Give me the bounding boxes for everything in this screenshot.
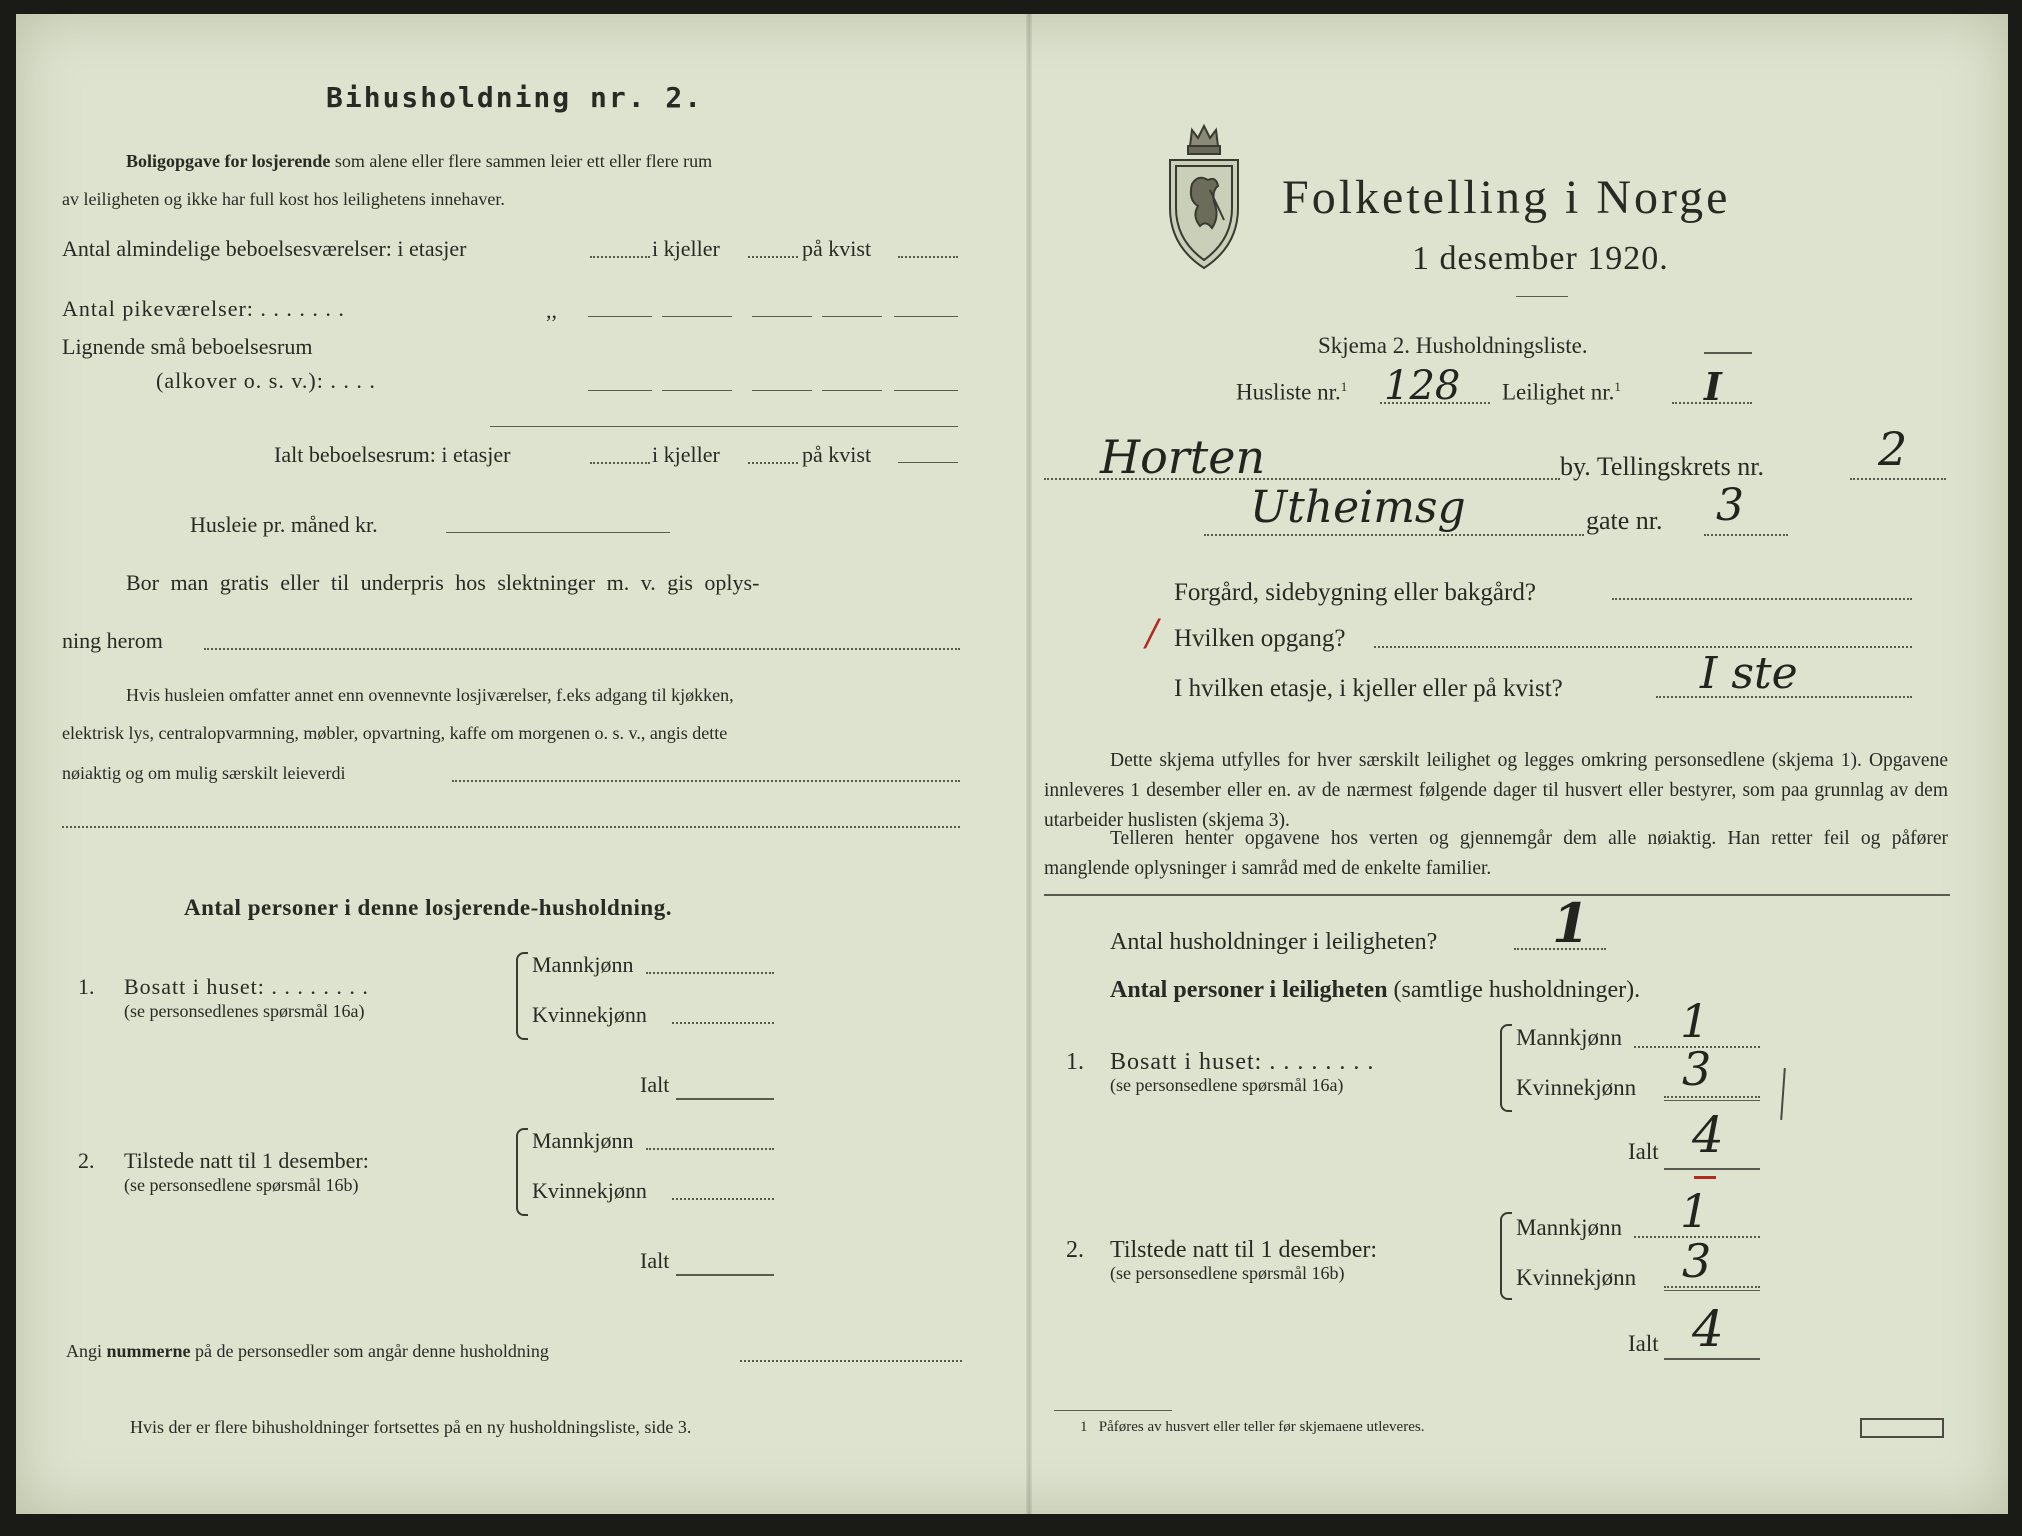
left-q1-ialt-label: Ialt [640, 1072, 670, 1097]
leilighet-field[interactable] [1672, 402, 1752, 404]
etasje-value: I ste [1700, 648, 1798, 699]
gate-label: gate nr. [1586, 506, 1663, 535]
krets-field[interactable] [1850, 478, 1946, 480]
left-q2-mann-field[interactable] [646, 1148, 774, 1150]
page-fold [1026, 14, 1032, 1514]
right-q2-mann-label: Mannkjønn [1516, 1215, 1623, 1240]
schema-label: Skjema 2. Husholdningsliste. [1318, 333, 1588, 358]
instructions-2: Telleren henter opgavene hos verten og gjennemgår dem alle nøiaktig. Han retter feil og påfører manglende oplysninger i samråd med de enkelte familier. [1044, 828, 1948, 880]
left-q1-brace [516, 952, 528, 1040]
schema-rule [1704, 352, 1752, 354]
city-field[interactable] [1044, 478, 1560, 480]
krets-value: 2 [1878, 422, 1908, 476]
left-q1-label: Bosatt i huset: . . . . . . . . [124, 974, 369, 999]
rent-label: Husleie pr. måned kr. [190, 512, 378, 537]
left-q2-ialt-field[interactable] [676, 1274, 774, 1276]
street-value: Utheimsg [1250, 482, 1466, 533]
households-value: 1 [1552, 891, 1590, 955]
leieverdi-field[interactable] [452, 780, 960, 782]
footnote-num: 1 [1080, 1419, 1088, 1435]
left-q2-kvinne-field[interactable] [672, 1198, 774, 1200]
opgang-field[interactable] [1374, 646, 1912, 648]
instructions-1: Dette skjema utfylles for hver særskilt leilighet og legges omkring personsedlene (skjema 1). Opgavene innleveres 1 desember eller en. av de nærmest følgende dager til husvert eller bestyrer, som paa grunnlag av dem utarbeider huslisten (skjema 3). [1044, 750, 1948, 832]
right-q2-kvinne-value: 3 [1682, 1234, 1712, 1288]
left-q2-num: 2. [78, 1148, 95, 1173]
numbers-field[interactable] [740, 1360, 962, 1362]
pike-kvist-field[interactable] [894, 316, 958, 317]
left-q2-label: Tilstede natt til 1 desember: [124, 1148, 369, 1173]
numbers-bold: nummerne [106, 1341, 191, 1361]
forgard-field[interactable] [1612, 598, 1912, 600]
leilighet-value: I [1704, 364, 1722, 409]
leilighet-sup: 1 [1614, 379, 1621, 394]
leilighet-label: Leilighet nr. [1502, 379, 1615, 405]
pike-etasjer-field[interactable] [588, 316, 652, 317]
right-q2-ialt-value: 4 [1692, 1300, 1724, 1358]
printer-stamp [1860, 1418, 1944, 1438]
footnote-text: Påføres av husvert eller teller før skjemaene utleveres. [1098, 1419, 1425, 1435]
husleie-note2: elektrisk lys, centralopvarmning, møbler, opvartning, kaffe om morgenen o. s. v., angis dette [62, 723, 728, 743]
form-title: Folketelling i Norge [1282, 171, 1731, 224]
pike-marks: ,, [546, 298, 557, 323]
intro-line2: av leiligheten og ikke har full kost hos leilighetens innehaver. [62, 189, 505, 209]
right-q2-mann-value: 1 [1680, 1184, 1710, 1238]
husliste-field[interactable] [1380, 402, 1490, 404]
small-rooms-label2: (alkover o. s. v.): . . . . [156, 368, 376, 393]
right-q1-sub: (se personsedlene spørsmål 16a) [1110, 1075, 1344, 1095]
right-q1-kvinne-field[interactable] [1664, 1096, 1760, 1098]
ialt-etasjer-field[interactable] [590, 462, 650, 464]
husleie-note1: Hvis husleien omfatter annet enn ovennevnte losjiværelser, f.eks adgang til kjøkken, [126, 685, 734, 705]
gratis-line1: Bor man gratis eller til underpris hos slektninger m. v. gis oplys- [126, 570, 760, 595]
right-q1-label: Bosatt i huset: . . . . . . . . [1110, 1049, 1375, 1075]
red-check-mark [1694, 1176, 1716, 1179]
husleie-note3: nøiaktig og om mulig særskilt leieverdi [62, 763, 346, 783]
left-q1-num: 1. [78, 974, 95, 999]
pike-kvist-a-field[interactable] [752, 316, 812, 317]
numbers-pre: Angi [66, 1341, 102, 1361]
right-q1-num: 1. [1066, 1049, 1084, 1075]
right-q1-kvinne-value: 3 [1682, 1042, 1712, 1096]
husliste-value: 128 [1384, 363, 1461, 409]
intro-rest: som alene eller flere sammen leier ett eller flere rum [334, 151, 713, 171]
rooms-kvist-field[interactable] [898, 256, 958, 258]
right-q1-mann-label: Mannkjønn [1516, 1025, 1623, 1050]
households-field[interactable] [1514, 948, 1606, 950]
right-q2-label: Tilstede natt til 1 desember: [1110, 1237, 1378, 1263]
right-q1-brace [1500, 1024, 1512, 1112]
right-q1-sum-rule [1664, 1100, 1760, 1101]
ialt-rooms-label: Ialt beboelsesrum: i etasjer [274, 442, 511, 467]
left-q1-mann-field[interactable] [646, 972, 774, 974]
left-footer: Hvis der er flere bihusholdninger fortsettes på en ny husholdningsliste, side 3. [130, 1417, 692, 1437]
right-q1-ialt-label: Ialt [1628, 1139, 1659, 1164]
coat-of-arms-icon [1162, 120, 1246, 272]
small-rooms-a-field[interactable] [752, 390, 812, 391]
right-q1-mann-value: 1 [1680, 994, 1710, 1048]
small-rooms-etasjer-field[interactable] [588, 390, 652, 391]
right-q1-ialt-value: 4 [1692, 1106, 1724, 1164]
left-q2-ialt-label: Ialt [640, 1248, 670, 1273]
instructions-rule [1044, 894, 1950, 896]
left-q1-ialt-field[interactable] [676, 1098, 774, 1100]
ialt-kvist-label: på kvist [802, 442, 872, 467]
forgard-label: Forgård, sidebygning eller bakgård? [1174, 579, 1536, 606]
rooms-kjeller-label: i kjeller [652, 236, 720, 261]
right-persons-bold: Antal personer i leiligheten [1110, 977, 1388, 1003]
ialt-kjeller-label: i kjeller [652, 442, 720, 467]
small-rooms-kvist-field[interactable] [894, 390, 958, 391]
pike-label: Antal pikeværelser: . . . . . . . [62, 296, 345, 321]
left-q2-kvinne-label: Kvinnekjønn [532, 1178, 647, 1203]
husliste-label: Husliste nr. [1236, 379, 1341, 405]
right-q1-kvinne-label: Kvinnekjønn [1516, 1075, 1637, 1100]
street-field[interactable] [1204, 534, 1584, 536]
right-persons-rest: (samtlige husholdninger). [1393, 977, 1641, 1003]
opgang-label: Hvilken opgang? [1174, 625, 1346, 652]
right-q2-ialt-label: Ialt [1628, 1331, 1659, 1356]
title-rule [1516, 296, 1568, 297]
right-q2-ialt-field[interactable] [1664, 1358, 1760, 1360]
left-persons-heading: Antal personer i denne losjerende-husholdning. [184, 895, 672, 920]
small-rooms-label1: Lignende små beboelsesrum [62, 334, 313, 359]
left-q1-mann-label: Mannkjønn [532, 952, 634, 977]
right-q2-num: 2. [1066, 1237, 1084, 1263]
left-q2-brace [516, 1128, 528, 1216]
form-date: 1 desember 1920. [1412, 240, 1669, 277]
footnote-rule [1054, 1410, 1172, 1411]
right-q2-kvinne-field[interactable] [1664, 1286, 1760, 1288]
pike-kjeller-field[interactable] [662, 316, 732, 317]
leieverdi-field-2[interactable] [62, 826, 960, 828]
households-label: Antal husholdninger i leiligheten? [1110, 929, 1438, 955]
husliste-sup: 1 [1340, 379, 1348, 394]
rooms-etasjer-field[interactable] [590, 256, 650, 258]
numbers-rest: på de personsedler som angår denne husholdning [195, 1341, 549, 1361]
right-q2-sum-rule [1664, 1290, 1760, 1291]
city-value: Horten [1100, 430, 1266, 484]
left-q2-mann-label: Mannkjønn [532, 1128, 634, 1153]
ialt-kvist-field[interactable] [898, 462, 958, 463]
gratis-field[interactable] [204, 648, 960, 650]
left-title: Bihusholdning nr. 2. [326, 81, 704, 114]
right-q1-ialt-field[interactable] [1664, 1168, 1760, 1170]
rooms-label: Antal almindelige beboelsesværelser: i etasjer [62, 236, 467, 261]
left-q1-kvinne-field[interactable] [672, 1022, 774, 1024]
etasje-field[interactable] [1656, 696, 1912, 698]
left-q1-kvinne-label: Kvinnekjønn [532, 1002, 647, 1027]
right-q2-kvinne-label: Kvinnekjønn [1516, 1265, 1637, 1290]
small-rooms-kjeller-field[interactable] [662, 390, 732, 391]
small-rooms-b-field[interactable] [822, 390, 882, 391]
gate-value: 3 [1716, 480, 1744, 531]
etasje-label: I hvilken etasje, i kjeller eller på kvist? [1174, 675, 1563, 702]
left-q2-sub: (se personsedlene spørsmål 16b) [124, 1175, 359, 1195]
gate-field[interactable] [1704, 534, 1788, 536]
rooms-kjeller-field[interactable] [748, 256, 798, 258]
intro-bold: Boligopgave for losjerende [126, 151, 331, 171]
opgang-mark: / [1146, 613, 1159, 654]
pike-kvist-b-field[interactable] [822, 316, 882, 317]
left-q1-sub: (se personsedlenes spørsmål 16a) [124, 1001, 365, 1021]
by-label: by. Tellingskrets nr. [1560, 452, 1765, 481]
rooms-kvist-label: på kvist [802, 236, 872, 261]
rent-field[interactable] [446, 532, 670, 533]
gratis-line2: ning herom [62, 628, 163, 653]
right-q2-sub: (se personsedlene spørsmål 16b) [1110, 1263, 1345, 1283]
ialt-rooms-rule [490, 426, 958, 427]
ialt-kjeller-field[interactable] [748, 462, 798, 464]
right-q2-brace [1500, 1212, 1512, 1300]
